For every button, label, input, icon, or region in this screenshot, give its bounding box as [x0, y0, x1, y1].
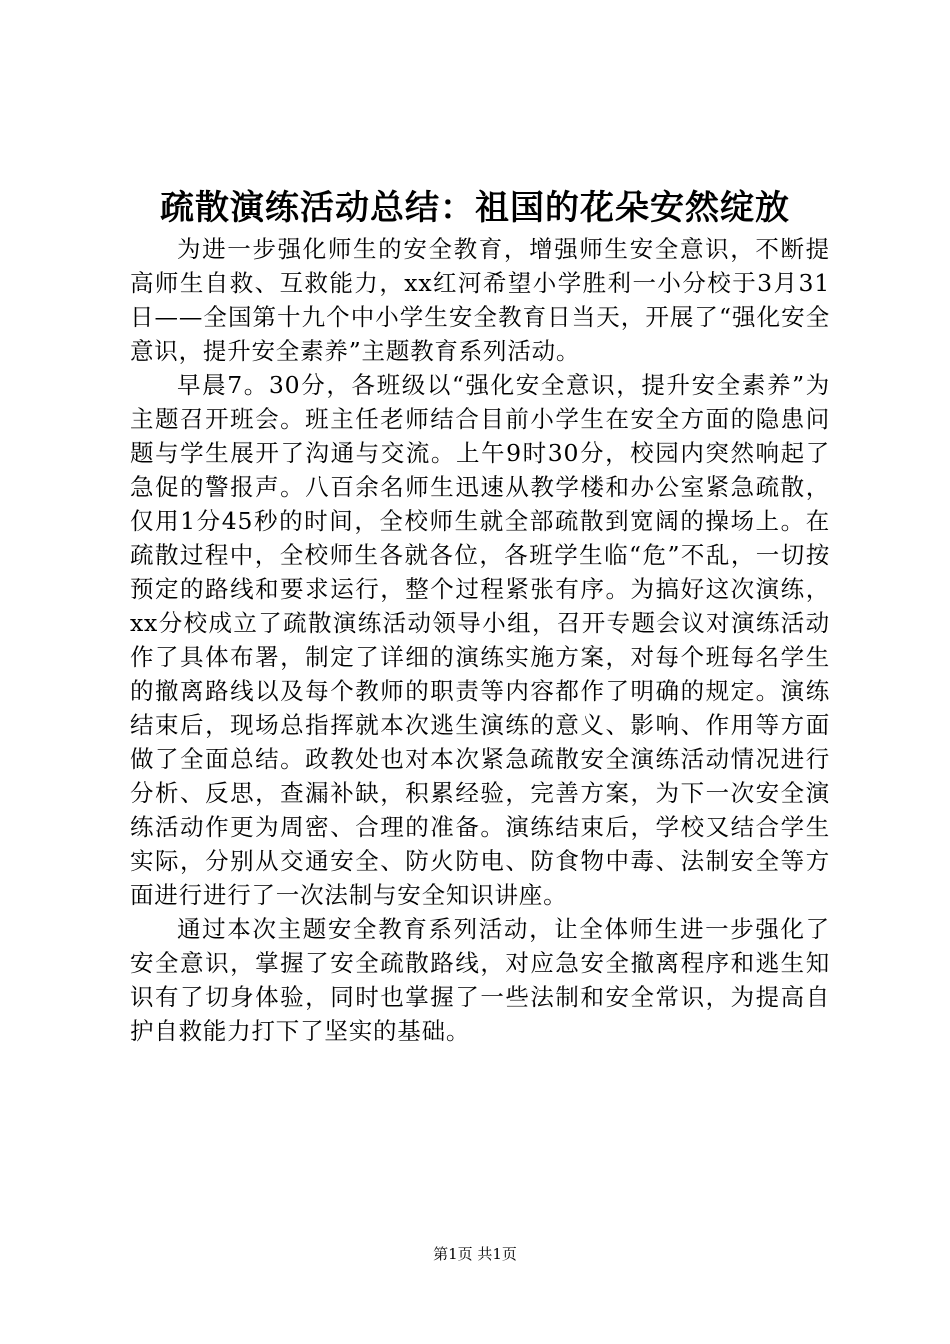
document-body [130, 232, 830, 1048]
document-title: 疏散演练活动总结：祖国的花朵安然绽放 [160, 188, 790, 228]
paragraph-2: 早晨7。30分，各班级以“强化安全意识，提升安全素养”为主题召开班会。班主任老师结合目前小学生在安全方面的隐患问题与学生展开了沟通与交流。上午9时30分，校园内突然响起了急促的警报声。八百余名师生迅速从教学楼和办公室紧急疏散，仅用1分45秒的时间，全校师生就全部疏散到宽阔的操场上。在疏散过程中，全校师生各就各位，各班学生临“危”不乱，一切按预定的路线和要求运行，整个过程紧张有序。为搞好这次演练，xx分校成立了疏散演练活动领导小组，召开专题会议对演练活动作了具体布署，制定了详细的演练实施方案，对每个班每名学生的撤离路线以及每个教师的职责等内容都作了明确的规定。演练结束后，现场总指挥就本次逃生演练的意义、影响、作用等方面做了全面总结。政教处也对本次紧急疏散安全演练活动情况进行分析、反思，查漏补缺，积累经验，完善方案，为下一次安全演练活动作更为周密、合理的准备。演练结束后，学校又结合学生实际，分别从交通安全、防火防电、防食物中毒、法制安全等方面进行进行了一次法制与安全知识讲座。 [130, 371, 830, 909]
paragraph-3: 通过本次主题安全教育系列活动，让全体师生进一步强化了安全意识，掌握了安全疏散路线，对应急安全撤离程序和逃生知识有了切身体验，同时也掌握了一些法制和安全常识，为提高自护自救能力打下了坚实的基础。 [130, 915, 830, 1045]
paragraph-1: 为进一步强化师生的安全教育，增强师生安全意识，不断提高师生自救、互救能力，xx红河希望小学胜利一小分校于3月31日——全国第十九个中小学生安全教育日当天，开展了“强化安全意识，提升安全素养”主题教育系列活动。 [130, 235, 830, 365]
page-footer: 第1页 共1页 [433, 1245, 517, 1263]
